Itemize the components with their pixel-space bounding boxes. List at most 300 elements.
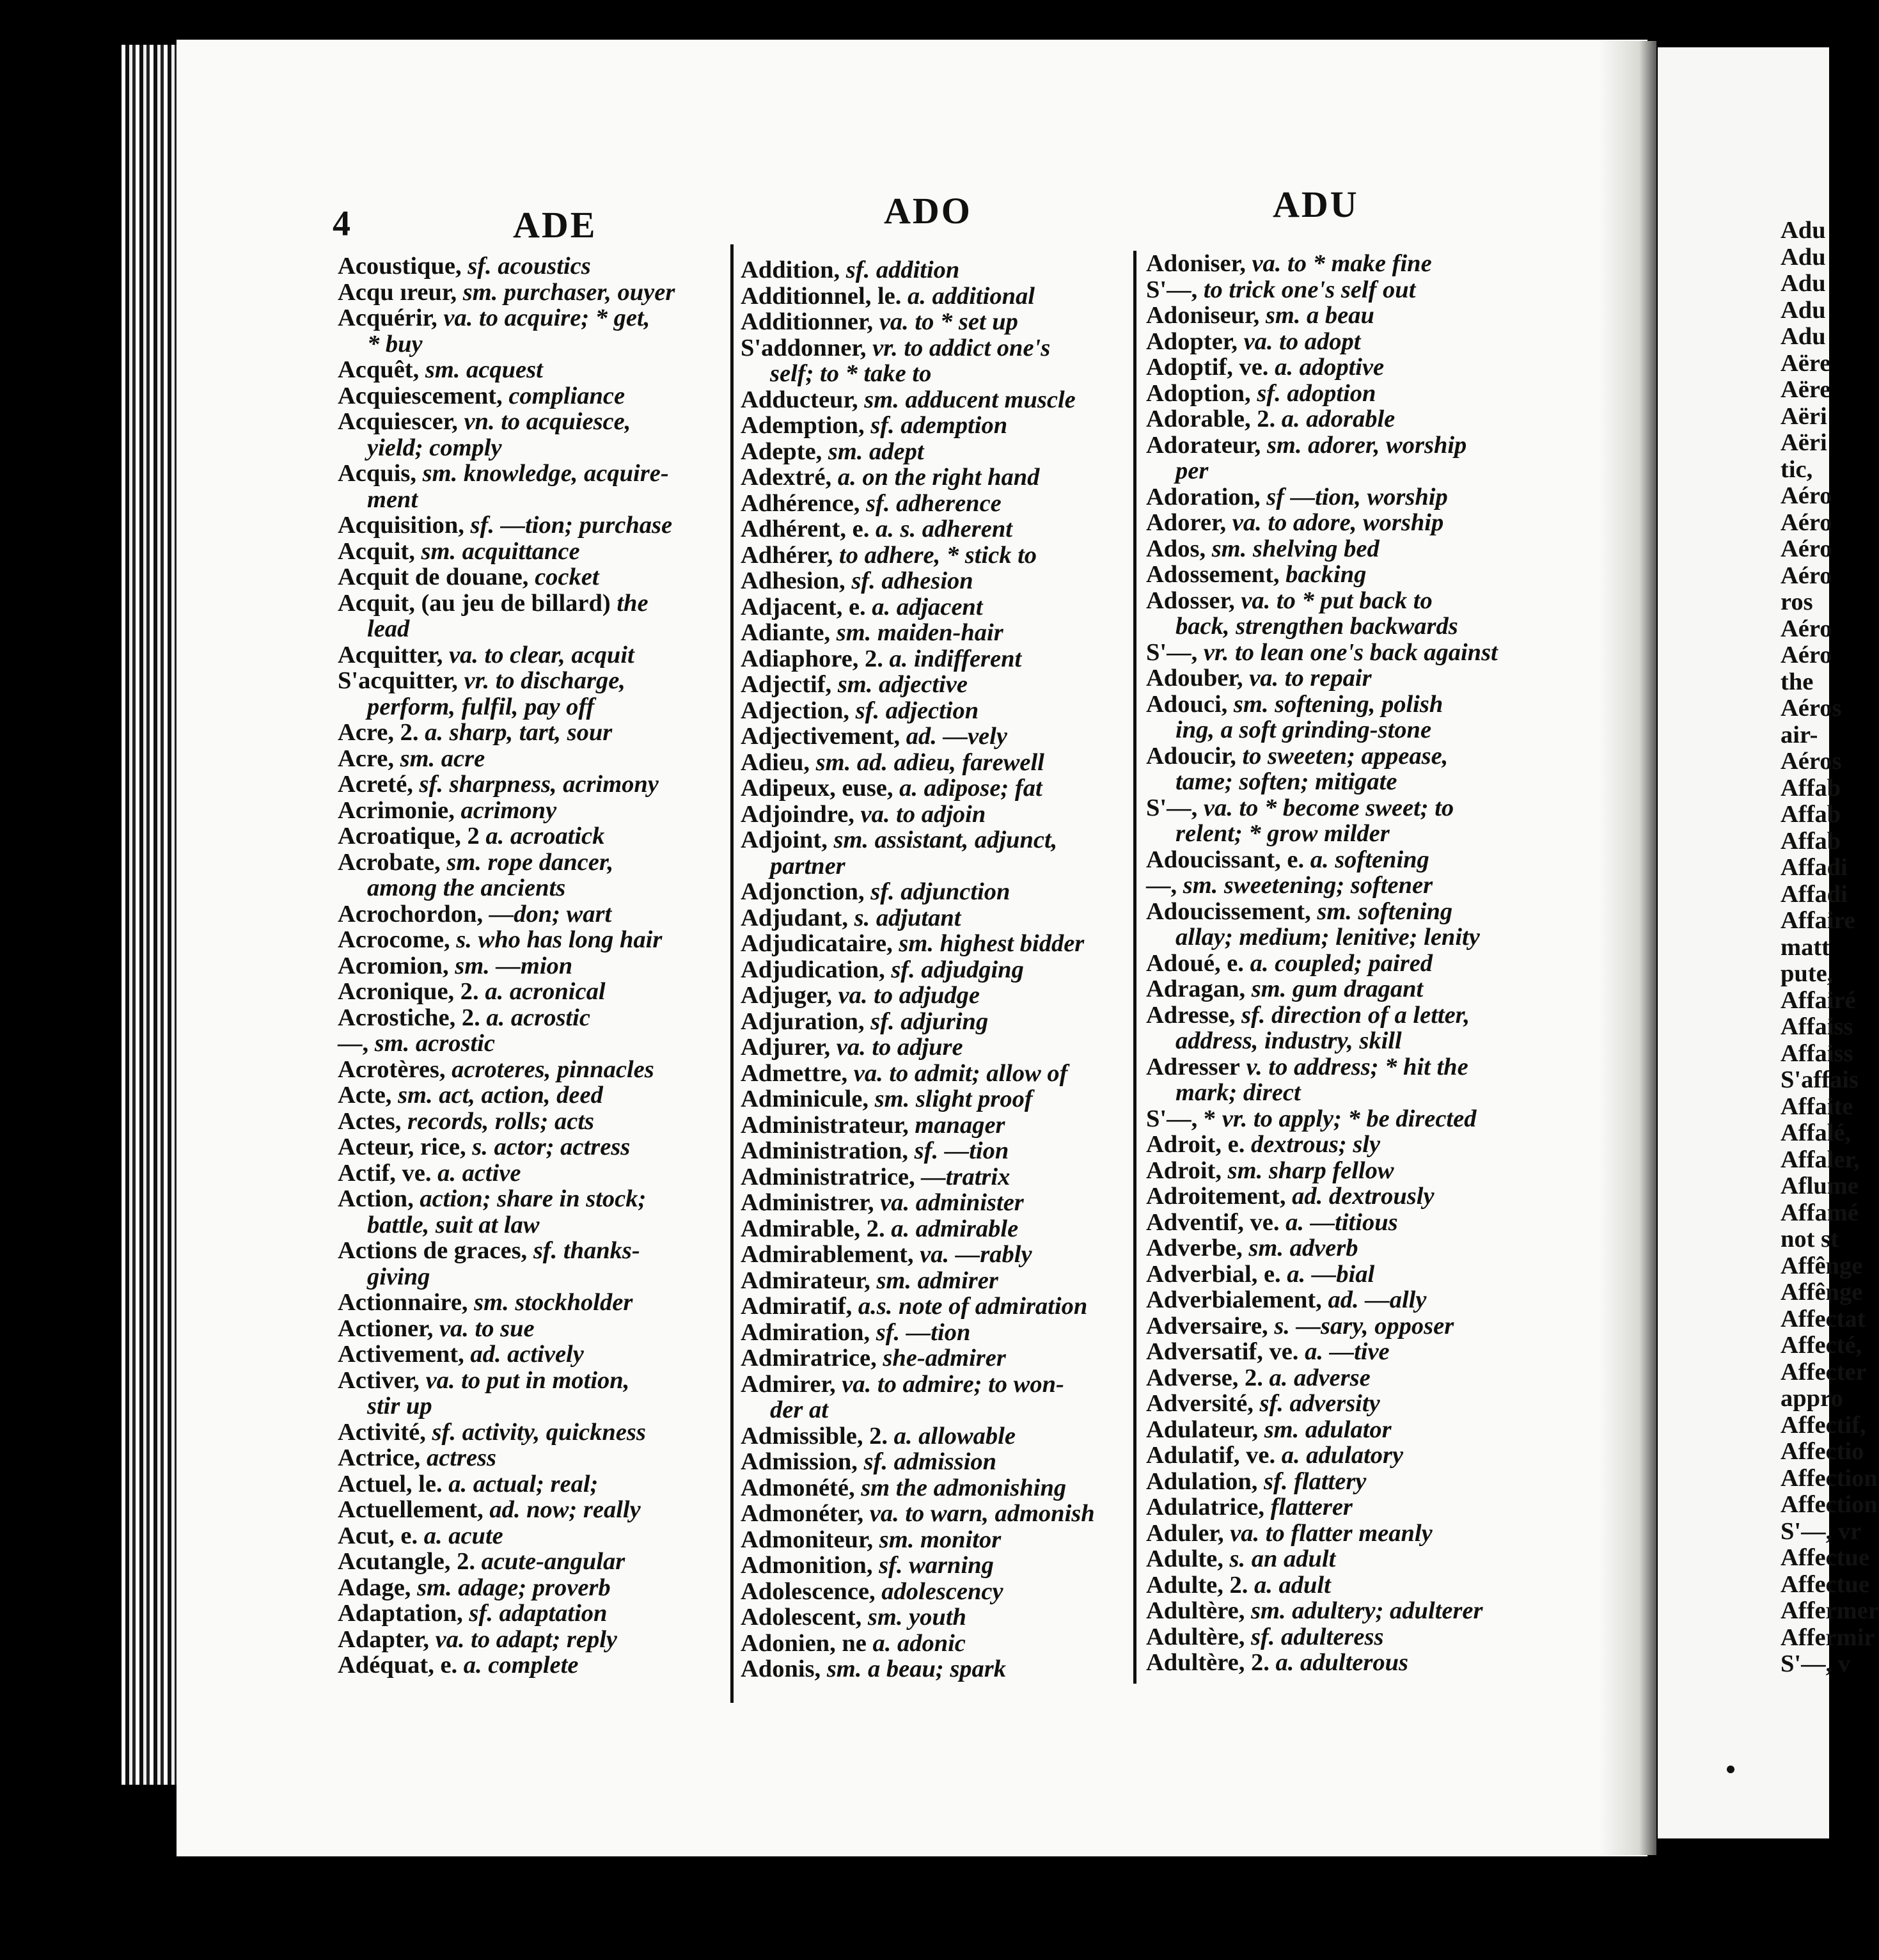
entry-definition: manager	[915, 1111, 1005, 1139]
dictionary-entry	[1146, 484, 1568, 510]
dictionary-entry	[338, 512, 728, 539]
entry-definition: s. who has long hair	[456, 926, 663, 953]
dictionary-entry	[338, 798, 728, 824]
dictionary-entry	[338, 280, 728, 306]
entry-headword: Activité,	[338, 1418, 426, 1446]
facing-page-fragment: Affaiss	[1781, 1013, 1853, 1040]
entry-definition: sf. acoustics	[468, 253, 591, 280]
facing-page-fragment: S'—, v	[1781, 1650, 1851, 1677]
dictionary-entry	[1146, 277, 1568, 303]
entry-headword: Admission,	[741, 1448, 858, 1475]
dictionary-entry	[1146, 1572, 1568, 1599]
entry-definition: action; share in stock;	[420, 1185, 647, 1212]
facing-page-fragment: the	[1781, 668, 1814, 695]
facing-page-fragment: Adu	[1781, 296, 1826, 324]
entry-headword: Administrateur,	[741, 1111, 909, 1139]
entry-continuation: lead	[367, 615, 410, 642]
dictionary-entry	[1146, 406, 1568, 432]
dictionary-entry	[1146, 1313, 1568, 1340]
dictionary-entry	[338, 409, 728, 435]
facing-page-fragment: Aëre	[1781, 349, 1831, 377]
entry-definition: a. —bial	[1287, 1260, 1375, 1288]
entry-definition: ad. —ally	[1328, 1286, 1427, 1313]
dictionary-entry	[1146, 640, 1568, 666]
entry-headword: Admissible, 2.	[741, 1422, 888, 1450]
entry-definition: s. an adult	[1229, 1545, 1336, 1572]
entry-headword: Acquiescement,	[338, 382, 503, 409]
entry-headword: Admiratrice,	[741, 1345, 877, 1371]
facing-page-fragment: Affab	[1781, 827, 1841, 855]
entry-definition: sf. adjunction	[870, 878, 1010, 905]
entry-definition: va. to flatter meanly	[1230, 1519, 1433, 1547]
facing-page-fragment: Aëri	[1781, 402, 1827, 430]
entry-headword: Adonis,	[741, 1656, 821, 1682]
dictionary-entry	[741, 1656, 1131, 1682]
entry-headword: Activement,	[338, 1341, 464, 1368]
entry-definition: sm. gum dragant	[1251, 976, 1424, 1002]
entry-definition: a. softening	[1310, 846, 1429, 873]
dictionary-entry	[741, 1034, 1131, 1061]
entry-headword: Administrer,	[741, 1189, 874, 1216]
entry-definition: a. allowable	[893, 1422, 1016, 1450]
dictionary-entry	[1146, 951, 1568, 977]
dictionary-entry	[741, 1397, 1131, 1423]
facing-page-fragment: Aéro	[1781, 535, 1832, 562]
facing-page-fragment: Affection	[1781, 1491, 1878, 1518]
dictionary-entry	[741, 439, 1131, 465]
entry-headword: Adverse, 2.	[1146, 1364, 1263, 1391]
facing-page-fragment: Affênge	[1781, 1252, 1863, 1279]
facing-page-fragment: tic,	[1781, 455, 1813, 483]
dictionary-entry	[741, 931, 1131, 957]
entry-headword: Adversaire,	[1146, 1312, 1268, 1340]
dictionary-entry	[1146, 588, 1568, 614]
entry-headword: Admonéter,	[741, 1500, 864, 1527]
entry-continuation: yield; comply	[367, 434, 502, 461]
entry-headword: Acteur, rice,	[338, 1134, 466, 1160]
facing-page-fragment: Affadi	[1781, 854, 1848, 881]
entry-headword: Acqu ıreur,	[338, 278, 457, 306]
dictionary-entry	[741, 568, 1131, 594]
dictionary-entry	[1146, 1494, 1568, 1521]
entry-headword: Adolescence,	[741, 1577, 876, 1605]
entry-definition: sm. ad. adieu, farewell	[815, 748, 1044, 776]
entry-definition: sm. sweetening; softener	[1183, 872, 1433, 899]
dictionary-entry	[338, 305, 728, 331]
entry-headword: Adouber,	[1146, 665, 1243, 692]
entry-headword: Acquisition,	[338, 512, 464, 539]
facing-page-fragment: Affab	[1781, 774, 1841, 802]
page-number: 4	[333, 204, 350, 244]
entry-headword: Acrimonie,	[338, 796, 455, 824]
dictionary-entry	[1146, 821, 1568, 847]
entry-headword: Adversité,	[1146, 1390, 1254, 1417]
entry-headword: Adroit,	[1146, 1157, 1222, 1184]
entry-definition: a. on the right hand	[837, 464, 1040, 491]
entry-headword: Adulateur,	[1146, 1416, 1259, 1443]
entry-definition: a. adjacent	[872, 593, 983, 620]
entry-continuation: mark; direct	[1175, 1079, 1301, 1106]
entry-definition: va. to clear, acquit	[448, 641, 634, 668]
dictionary-entry	[1146, 1417, 1568, 1443]
dictionary-entry	[741, 775, 1131, 802]
entry-definition: va. to adjudge	[838, 982, 980, 1009]
facing-page-fragment: Aflume	[1781, 1173, 1859, 1199]
dictionary-entry	[741, 516, 1131, 542]
entry-definition: a. acrostic	[486, 1004, 590, 1031]
dictionary-entry	[1146, 510, 1568, 536]
entry-definition: va. —rably	[920, 1241, 1032, 1268]
facing-page-fragment: appro	[1781, 1385, 1843, 1412]
dictionary-entry	[1146, 847, 1568, 873]
entry-definition: sf. adoption	[1257, 379, 1376, 407]
dictionary-entry	[338, 850, 728, 876]
entry-definition: va. to warn, admonish	[869, 1500, 1095, 1527]
entry-definition: sf. adherence	[866, 489, 1002, 517]
dictionary-entry	[1146, 795, 1568, 821]
entry-definition: a. adverse	[1269, 1364, 1371, 1391]
entry-headword: Acroatique, 2	[338, 823, 480, 850]
dictionary-entry	[741, 1009, 1131, 1035]
entry-definition: sm. sharp fellow	[1227, 1157, 1394, 1184]
facing-page-fragment: Affaire	[1781, 907, 1855, 934]
dictionary-entry	[1146, 1054, 1568, 1080]
dictionary-entry	[741, 1423, 1131, 1450]
dictionary-entry	[1146, 1624, 1568, 1650]
entry-headword: Ademption,	[741, 412, 865, 439]
entry-definition: sm. youth	[867, 1604, 966, 1631]
dictionary-entry	[741, 1501, 1131, 1527]
dictionary-entry	[338, 1497, 728, 1523]
dictionary-entry	[1146, 1235, 1568, 1261]
entry-definition: a. adipose; fat	[899, 775, 1042, 802]
entry-definition: sm. maiden-hair	[836, 619, 1003, 646]
entry-definition: ad. dextrously	[1292, 1183, 1435, 1210]
entry-definition: sm. slight proof	[874, 1086, 1033, 1112]
facing-page-fragment: not st	[1781, 1226, 1839, 1253]
entry-definition: sm. softening	[1317, 897, 1453, 925]
facing-page-fragment: Affectif,	[1781, 1411, 1866, 1439]
entry-definition: sm. adverb	[1248, 1235, 1358, 1261]
entry-headword: Admonété,	[741, 1474, 855, 1501]
entries-column-ade	[338, 253, 728, 1679]
entry-definition: sm. assistant, adjunct,	[833, 826, 1058, 853]
entry-definition: records, rolls; acts	[407, 1107, 594, 1135]
dictionary-entry	[741, 1579, 1131, 1605]
entry-headword: Actioner,	[338, 1315, 434, 1342]
entry-definition: a. adoptive	[1275, 354, 1385, 381]
entry-headword: Adverbial, e.	[1146, 1260, 1281, 1288]
dictionary-entry	[338, 539, 728, 565]
dictionary-entry	[741, 1112, 1131, 1139]
dictionary-entry	[741, 387, 1131, 413]
entry-headword: Adducteur,	[741, 386, 858, 413]
dictionary-entry	[741, 1371, 1131, 1398]
entry-headword: Adulte,	[1146, 1545, 1223, 1572]
entry-headword: S'acquitter,	[338, 667, 458, 694]
dictionary-entry	[338, 1316, 728, 1342]
entry-definition: sm. highest bidder	[899, 930, 1085, 957]
entry-headword: Adjonction,	[741, 878, 865, 905]
entry-headword: Acquêt,	[338, 356, 420, 383]
dictionary-entry	[741, 1061, 1131, 1087]
entry-headword: Admettre,	[741, 1059, 848, 1087]
dictionary-entry	[338, 1627, 728, 1653]
entry-headword: Actions de graces,	[338, 1237, 528, 1264]
dictionary-entry	[741, 1293, 1131, 1320]
dictionary-entry	[741, 1604, 1131, 1631]
entry-headword: Addition,	[741, 257, 840, 283]
entry-headword: Adapter,	[338, 1625, 429, 1653]
entry-headword: Adorateur,	[1146, 431, 1261, 459]
entry-definition: sm. adage; proverb	[417, 1574, 611, 1601]
entry-headword: Action,	[338, 1185, 414, 1212]
dictionary-entry	[741, 1527, 1131, 1553]
dictionary-entry	[338, 1575, 728, 1601]
facing-page-fragment: Adu	[1781, 217, 1826, 244]
entry-definition: s. —sary, opposer	[1274, 1312, 1454, 1340]
facing-page-fragment: Adu	[1781, 323, 1826, 350]
entry-headword: Adhérence,	[741, 489, 860, 517]
dictionary-entry	[338, 771, 728, 798]
dictionary-entry	[338, 1600, 728, 1627]
entry-headword: Adoucir,	[1146, 742, 1236, 770]
entry-definition: the	[617, 589, 649, 617]
facing-page-fragment: S'—, vr	[1781, 1517, 1862, 1545]
facing-page-fragment: Aéro	[1781, 562, 1832, 589]
dictionary-entry	[1146, 1521, 1568, 1547]
entry-continuation: * buy	[367, 330, 423, 358]
dictionary-entry	[741, 1553, 1131, 1579]
entries-column-adu	[1146, 251, 1568, 1676]
entry-headword: Adjudicataire,	[741, 930, 893, 957]
dictionary-entry	[338, 590, 728, 617]
entry-definition: sf. adhesion	[851, 567, 973, 594]
entry-headword: Adoption,	[1146, 379, 1251, 407]
facing-page-fragment: Affaler,	[1781, 1146, 1860, 1173]
entry-definition: va. to adjure	[836, 1034, 963, 1061]
entry-headword: Acquit,	[338, 537, 415, 565]
entry-headword: Acte,	[338, 1082, 392, 1109]
entry-headword: Adorer,	[1146, 509, 1227, 536]
dictionary-entry	[338, 1652, 728, 1679]
entry-definition: va. administer	[880, 1189, 1024, 1216]
dictionary-entry	[741, 1320, 1131, 1346]
dictionary-entry	[1146, 924, 1568, 951]
dictionary-entry	[338, 1290, 728, 1316]
facing-page-column	[1781, 217, 1879, 1678]
entry-definition: sf. direction of a letter,	[1241, 1001, 1470, 1029]
dictionary-entry	[741, 905, 1131, 931]
entry-headword: Additionnel, le.	[741, 282, 902, 310]
entry-definition: adolescency	[881, 1577, 1003, 1605]
facing-page-fragment: Affectue	[1781, 1570, 1869, 1598]
dictionary-entry	[1146, 1365, 1568, 1391]
entry-headword: Adhérer,	[741, 541, 833, 569]
entry-definition: sm the admonishing	[861, 1474, 1067, 1501]
entry-definition: va. to adjoin	[860, 800, 986, 828]
entry-definition: ad. actively	[470, 1341, 584, 1368]
dictionary-entry	[1146, 743, 1568, 770]
entry-headword: S'—, *	[1146, 1105, 1216, 1132]
entry-definition: a. actual; real;	[448, 1470, 599, 1498]
entry-continuation: battle, suit at law	[367, 1211, 540, 1238]
entry-definition: va. to repair	[1249, 665, 1372, 692]
entry-definition: sf. adaptation	[469, 1600, 608, 1627]
entry-headword: —,	[338, 1030, 369, 1057]
entry-continuation: per	[1175, 457, 1209, 484]
entry-definition: a. adult	[1254, 1571, 1331, 1599]
dictionary-entry	[1146, 1598, 1568, 1624]
entry-headword: Adversatif, ve.	[1146, 1338, 1299, 1365]
entry-definition: ad. —vely	[906, 723, 1007, 750]
entry-headword: Adouci,	[1146, 690, 1228, 718]
entry-headword: Adaptation,	[338, 1600, 463, 1627]
dictionary-entry	[741, 723, 1131, 750]
entry-definition: va. to * set up	[879, 308, 1018, 335]
entry-definition: va. to * put back to	[1241, 587, 1433, 614]
entry-headword: Acrotères,	[338, 1055, 446, 1083]
entry-headword: Admoniteur,	[741, 1526, 874, 1553]
dictionary-entry	[338, 668, 728, 694]
entry-headword: Actes,	[338, 1107, 402, 1135]
entry-headword: Adiaphore, 2.	[741, 645, 883, 672]
entry-definition: sf. ademption	[870, 412, 1008, 439]
entry-headword: Acre, 2.	[338, 719, 419, 746]
entry-headword: Adoration,	[1146, 483, 1261, 510]
facing-page-fragment: Affecter	[1781, 1358, 1867, 1386]
dictionary-entry	[1146, 1442, 1568, 1469]
facing-page-fragment: Affênge	[1781, 1279, 1863, 1306]
dictionary-entry	[741, 542, 1131, 569]
facing-page-fragment: Aëri	[1781, 429, 1827, 456]
entry-definition: sf. adjudging	[891, 956, 1024, 983]
entry-definition: sf. admission	[863, 1448, 997, 1475]
dictionary-entry	[1146, 1391, 1568, 1417]
facing-page-fragment: Aéro	[1781, 642, 1832, 668]
entry-headword: Acut, e.	[338, 1522, 418, 1549]
dictionary-entry	[338, 901, 728, 928]
entry-definition: to trick one's self out	[1203, 276, 1416, 303]
entry-headword: Adjacent, e.	[741, 593, 866, 620]
entry-headword: Adieu,	[741, 748, 810, 776]
entry-headword: Adjoint,	[741, 826, 828, 853]
entry-continuation: allay; medium; lenitive; lenity	[1175, 924, 1480, 951]
entry-headword: Admirateur,	[741, 1267, 870, 1294]
entry-definition: a. adulterous	[1275, 1649, 1408, 1676]
entry-headword: Adulation,	[1146, 1467, 1258, 1495]
entry-definition: dextrous; sly	[1250, 1131, 1381, 1158]
entry-headword: Adjuger,	[741, 982, 832, 1009]
entry-headword: Admirablement,	[741, 1241, 914, 1268]
entry-definition: va. to adopt	[1243, 328, 1361, 355]
entry-definition: a. admirable	[891, 1215, 1019, 1242]
entry-headword: Adulatif, ve.	[1146, 1442, 1276, 1469]
dictionary-entry	[741, 413, 1131, 439]
dictionary-entry	[1146, 536, 1568, 562]
entry-headword: Adoué, e.	[1146, 949, 1244, 977]
entry-headword: Adhesion,	[741, 567, 845, 594]
entry-definition: va. to admit; allow of	[853, 1059, 1068, 1087]
column-header-ade: ADE	[513, 204, 597, 246]
entry-definition: sm. acquittance	[421, 537, 580, 565]
entry-headword: Adéquat, e.	[338, 1652, 458, 1679]
entry-definition: sm. adducent muscle	[864, 386, 1076, 413]
facing-page-fragment: pute,	[1781, 960, 1834, 987]
dictionary-entry	[1146, 613, 1568, 640]
entry-headword: Adoucissant, e.	[1146, 846, 1305, 873]
entry-headword: Adorable, 2.	[1146, 406, 1276, 432]
dictionary-entry	[1146, 1158, 1568, 1184]
entry-definition: sm. adulator	[1264, 1416, 1392, 1443]
entry-definition: vr. to addict one's	[872, 334, 1051, 361]
facing-page-fragment: Aéro	[1781, 509, 1832, 536]
entry-definition: she-admirer	[883, 1345, 1006, 1371]
dictionary-entry	[741, 983, 1131, 1009]
entry-headword: Admirer,	[741, 1370, 836, 1398]
entry-definition: va. to acquire; * get,	[443, 304, 650, 331]
entry-definition: acrimony	[460, 796, 557, 824]
entry-headword: Acronique, 2.	[338, 978, 479, 1005]
dictionary-entry	[1146, 1261, 1568, 1288]
dictionary-entry	[741, 646, 1131, 672]
entry-headword: Acromion,	[338, 952, 449, 979]
entry-definition: sf. adversity	[1259, 1390, 1380, 1417]
entry-definition: sm. purchaser, ouyer	[462, 278, 675, 306]
entry-headword: Adjection,	[741, 697, 850, 724]
facing-page-fragment: Affermer	[1781, 1597, 1879, 1624]
entry-headword: S'—,	[1146, 638, 1198, 666]
facing-page-fragment: Aëre	[1781, 376, 1831, 403]
entry-headword: Actuellement,	[338, 1496, 484, 1523]
facing-page-fragment: Aéro	[1781, 615, 1832, 642]
entry-definition: a. —titious	[1285, 1208, 1398, 1236]
dictionary-entry	[338, 1057, 728, 1083]
dictionary-entry	[338, 1031, 728, 1057]
dictionary-entry	[1146, 1546, 1568, 1572]
entry-definition: sf. addition	[845, 257, 960, 283]
dictionary-entry	[338, 383, 728, 409]
dictionary-entry	[741, 1190, 1131, 1216]
entry-headword: Actionnaire,	[338, 1289, 468, 1316]
column-rule-1	[730, 244, 734, 1703]
dictionary-entry	[741, 853, 1131, 880]
dictionary-entry	[338, 1134, 728, 1160]
entry-headword: Adjudant,	[741, 904, 848, 931]
entry-definition: a. adulatory	[1281, 1442, 1404, 1469]
dictionary-entry	[1146, 458, 1568, 484]
entry-definition: a.s. note of admiration	[858, 1293, 1088, 1320]
facing-page-fragment: Affectio	[1781, 1438, 1864, 1465]
entry-definition: sm. stockholder	[474, 1289, 633, 1316]
entry-headword: Actrice,	[338, 1444, 421, 1471]
dictionary-entry	[338, 331, 728, 358]
entry-definition: sf. adjuring	[870, 1008, 989, 1035]
entry-definition: va. to sue	[439, 1315, 535, 1342]
entry-definition: va. to adapt; reply	[435, 1625, 618, 1653]
entry-definition: compliance	[508, 382, 625, 409]
entry-headword: Administratrice,	[741, 1163, 915, 1190]
dictionary-entry	[741, 1242, 1131, 1268]
dictionary-entry	[1146, 432, 1568, 459]
dictionary-entry	[1146, 1080, 1568, 1106]
entry-headword: S'addonner,	[741, 334, 867, 361]
facing-page-fragment: Affectat	[1781, 1305, 1866, 1332]
dictionary-entry	[338, 823, 728, 850]
entry-definition: acute-angular	[481, 1548, 625, 1575]
entry-definition: s. actor; actress	[472, 1134, 631, 1160]
dictionary-entry	[741, 1345, 1131, 1371]
